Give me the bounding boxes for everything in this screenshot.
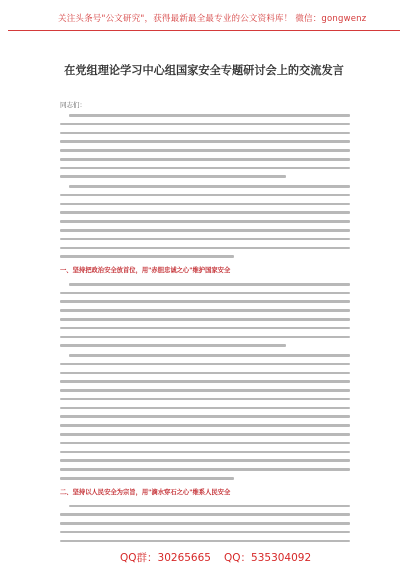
paragraph: [60, 283, 350, 347]
section-heading-1: 一、坚持把政治安全放首位，用"赤胆忠诚之心"维护国家安全: [60, 266, 231, 274]
greeting: 同志们：: [60, 101, 86, 109]
paragraph: [60, 114, 350, 178]
section-heading-2: 二、坚持以人民安全为宗旨，用"滴水穿石之心"维系人民安全: [60, 488, 231, 496]
footer: [0, 548, 408, 570]
paragraph: [60, 354, 350, 480]
document-title: 在党组理论学习中心组国家安全专题研讨会上的交流发言: [64, 64, 344, 77]
paragraph: [60, 185, 350, 258]
promo-banner-text: 关注头条号"公文研究"，获得最新最全最专业的公文资料库！ 微信：gongwenz: [58, 14, 367, 24]
qq-group-number: QQ群：30265665: [120, 552, 211, 564]
document-body: [60, 114, 350, 549]
paragraph: [60, 505, 350, 543]
qq-contact-number: QQ：535304092: [224, 552, 312, 564]
header-banner: [0, 4, 408, 44]
banner-divider: [8, 30, 400, 31]
